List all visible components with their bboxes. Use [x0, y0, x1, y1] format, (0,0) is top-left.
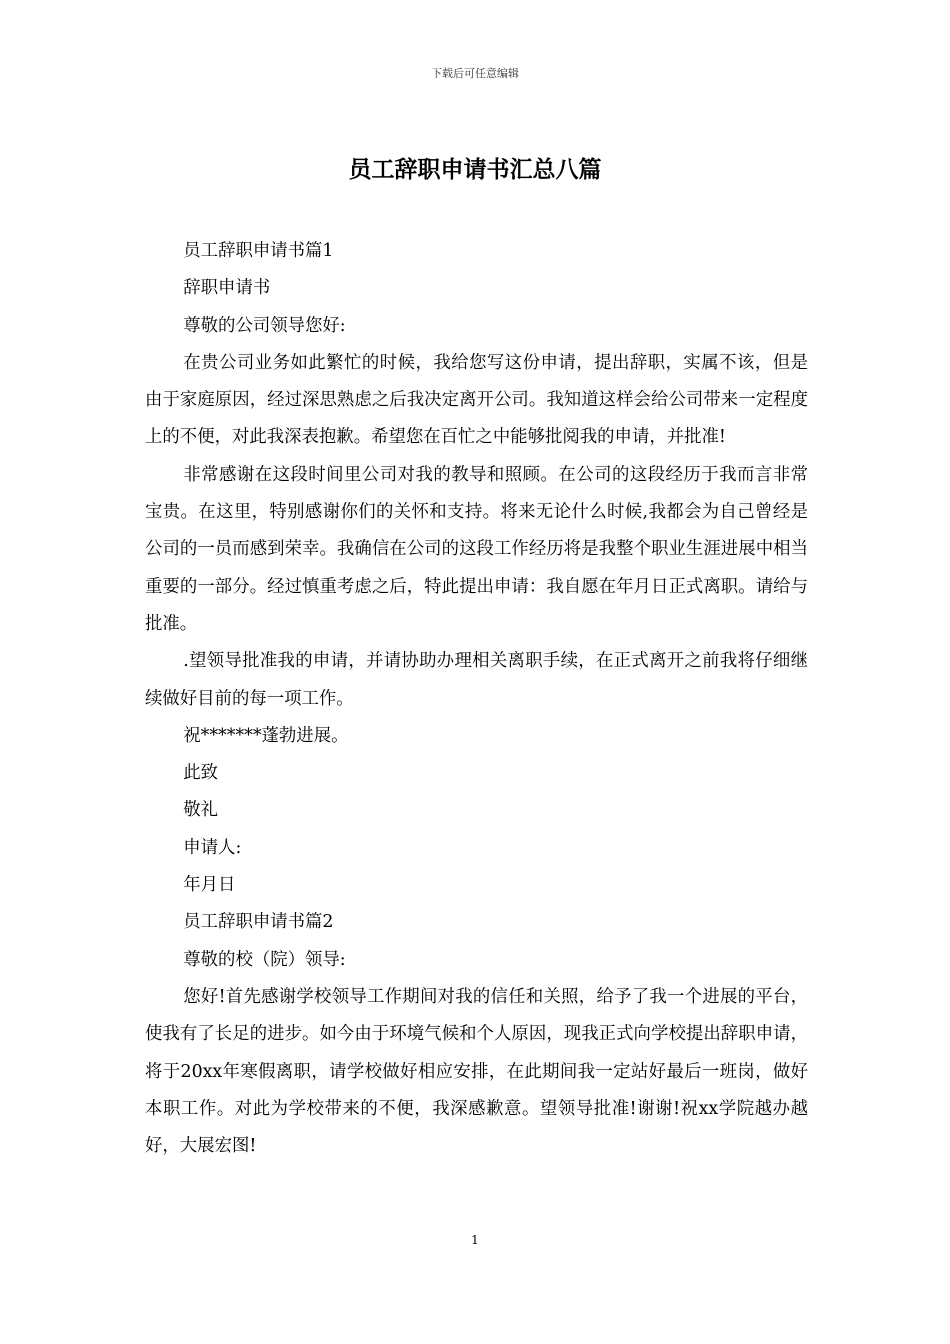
closing-line-2: 敬礼	[183, 800, 219, 821]
salutation-1: 尊敬的公司领导您好:	[183, 315, 346, 336]
document-title: 员工辞职申请书汇总八篇	[348, 156, 602, 183]
header-note: 下载后可任意编辑	[431, 67, 519, 80]
closing-line-1: 此致	[183, 763, 219, 784]
body-paragraph-2: 非常感谢在这段时间里公司对我的教导和照顾。在公司的这段经历于我而言非常宝贵。在这里，特别感谢你们的关怀和支持。将来无论什么时候,我都会为自己曾经是公司的一员而感到荣幸。我确信在公司的这段工作经历将是我整个职业生涯进展中相当重要的一部分。经过慎重考虑之后，特此提出申请：我自愿在年月日正式离职。请给与批准。	[145, 464, 808, 634]
letter-title: 辞职申请书	[183, 278, 271, 299]
section-heading-1: 员工辞职申请书篇1	[183, 241, 334, 261]
body-paragraph-3: .望领导批准我的申请，并请协助办理相关离职手续，在正式离开之前我将仔细继续做好目前的每一项工作。	[145, 651, 808, 709]
document-body	[145, 233, 808, 1165]
applicant-label: 申请人:	[183, 837, 242, 858]
date-line: 年月日	[183, 875, 236, 896]
section-heading-2: 员工辞职申请书篇2	[183, 912, 334, 933]
page-number: 1	[471, 1233, 479, 1247]
wish-line: 祝*******蓬勃进展。	[183, 725, 349, 746]
salutation-2: 尊敬的校（院）领导:	[183, 949, 346, 970]
body-paragraph-4: 您好!首先感谢学校领导工作期间对我的信任和关照，给予了我一个进展的平台，使我有了长足的进步。如今由于环境气候和个人原因，现我正式向学校提出辞职申请，将于20xx年寒假离职，请学校做好相应安排，在此期间我一定站好最后一班岗，做好本职工作。对此为学校带来的不便，我深感歉意。望领导批准!谢谢!祝xx学院越办越好，大展宏图!	[145, 986, 808, 1157]
body-paragraph-1: 在贵公司业务如此繁忙的时候，我给您写这份申请，提出辞职，实属不该，但是由于家庭原因，经过深思熟虑之后我决定离开公司。我知道这样会给公司带来一定程度上的不便，对此我深表抱歉。希望您在百忙之中能够批阅我的申请，并批准!	[145, 352, 808, 448]
